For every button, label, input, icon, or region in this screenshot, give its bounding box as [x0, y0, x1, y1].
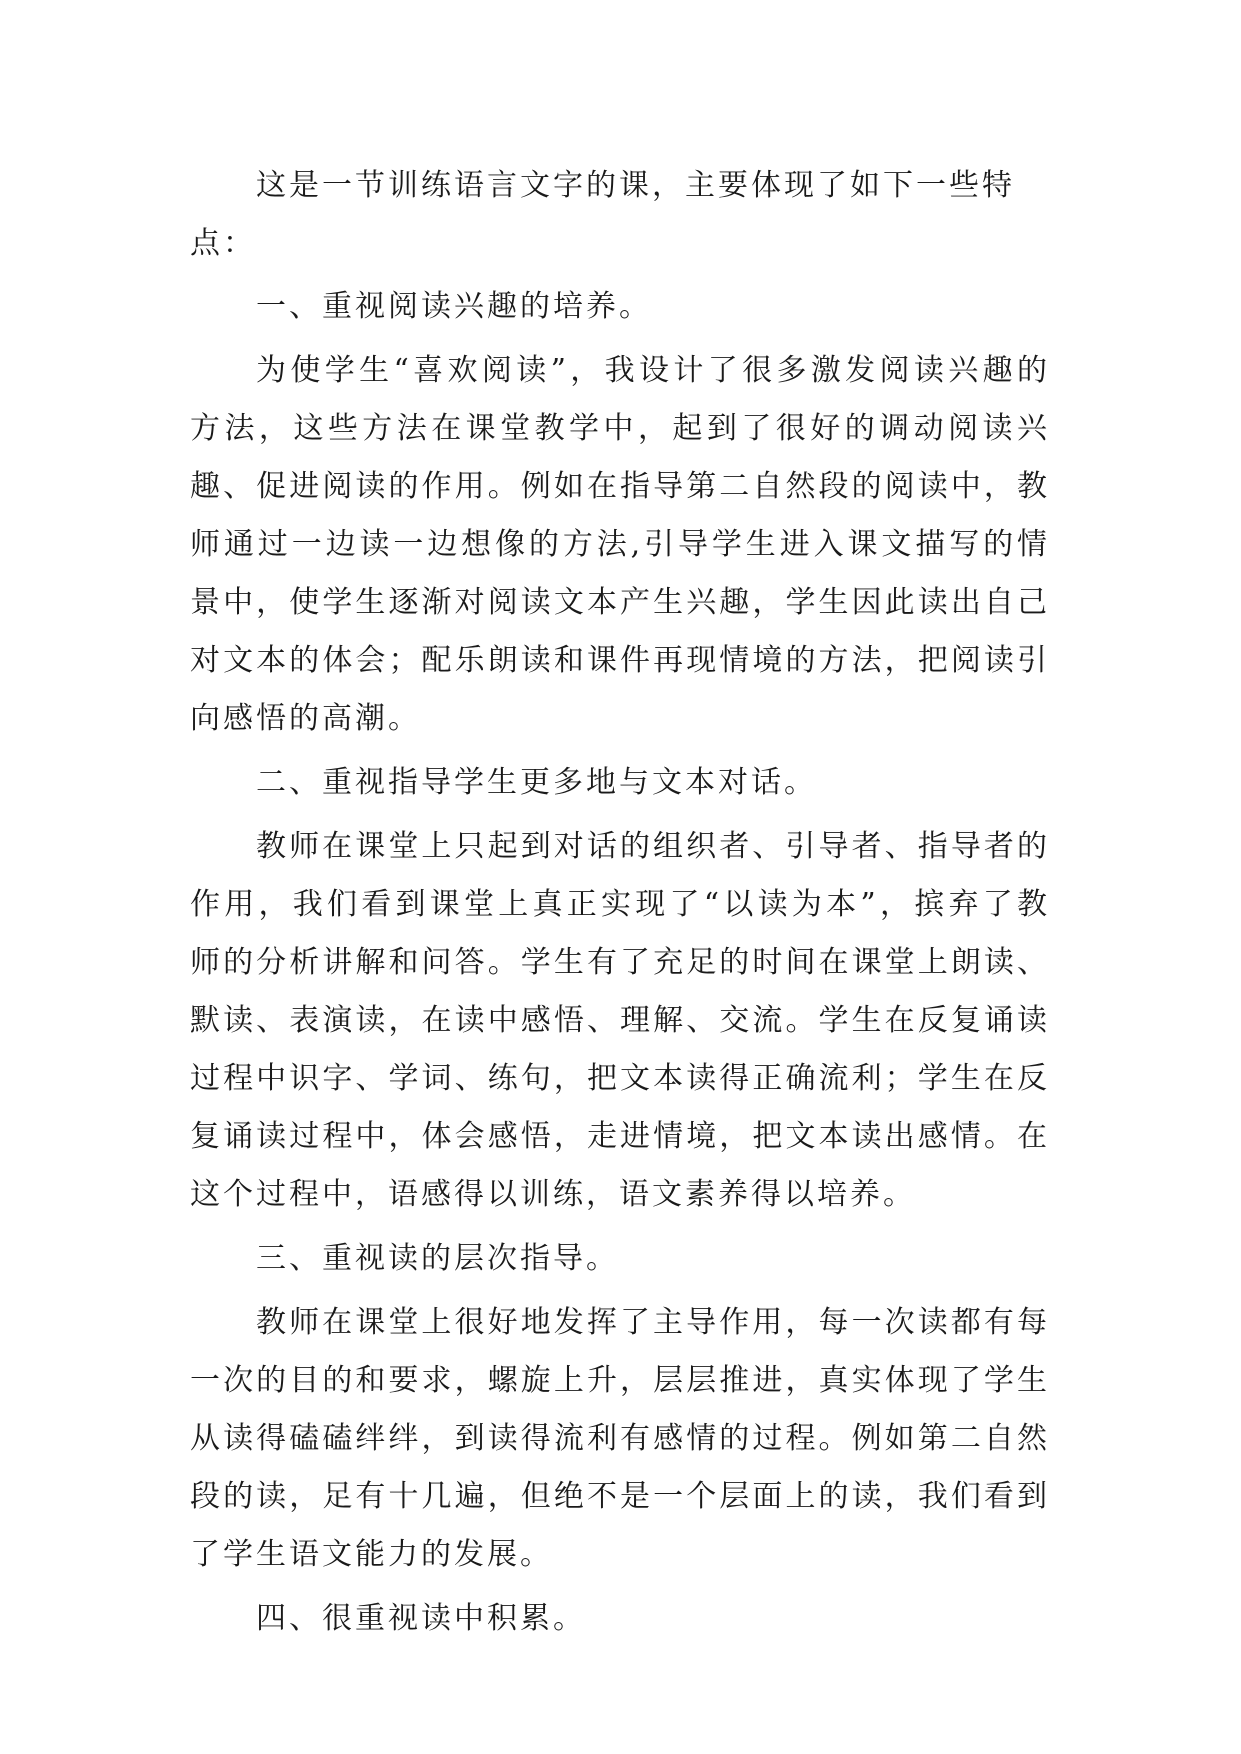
document-body	[190, 157, 1050, 1653]
section-heading-3: 三、重视读的层次指导。	[256, 1241, 619, 1276]
section-paragraph-3: 教师在课堂上很好地发挥了主导作用，每一次读都有每一次的目的和要求，螺旋上升，层层推进，真实体现了学生从读得磕磕绊绊，到读得流利有感情的过程。例如第二自然段的读，足有十几遍，但绝不是一个层面上的读，我们看到了学生语文能力的发展。	[190, 1305, 1050, 1572]
section-heading-1: 一、重视阅读兴趣的培养。	[256, 289, 652, 324]
intro-line: 这是一节训练语言文字的课，主要体现了如下一些特点：	[190, 168, 1015, 261]
section-heading-4: 四、很重视读中积累。	[256, 1601, 586, 1636]
section-heading-2: 二、重视指导学生更多地与文本对话。	[256, 765, 817, 800]
section-paragraph-2: 教师在课堂上只起到对话的组织者、引导者、指导者的作用，我们看到课堂上真正实现了“以读为本”，摈弃了教师的分析讲解和问答。学生有了充足的时间在课堂上朗读、默读、表演读，在读中感悟、理解、交流。学生在反复诵读过程中识字、学词、练句，把文本读得正确流利；学生在反复诵读过程中，体会感悟，走进情境，把文本读出感情。在这个过程中，语感得以训练，语文素养得以培养。	[190, 829, 1050, 1212]
section-paragraph-1: 为使学生“喜欢阅读”，我设计了很多激发阅读兴趣的方法，这些方法在课堂教学中，起到了很好的调动阅读兴趣、促进阅读的作用。例如在指导第二自然段的阅读中，教师通过一边读一边想像的方法,引导学生进入课文描写的情景中，使学生逐渐对阅读文本产生兴趣，学生因此读出自己对文本的体会；配乐朗读和课件再现情境的方法，把阅读引向感悟的高潮。	[190, 353, 1050, 736]
